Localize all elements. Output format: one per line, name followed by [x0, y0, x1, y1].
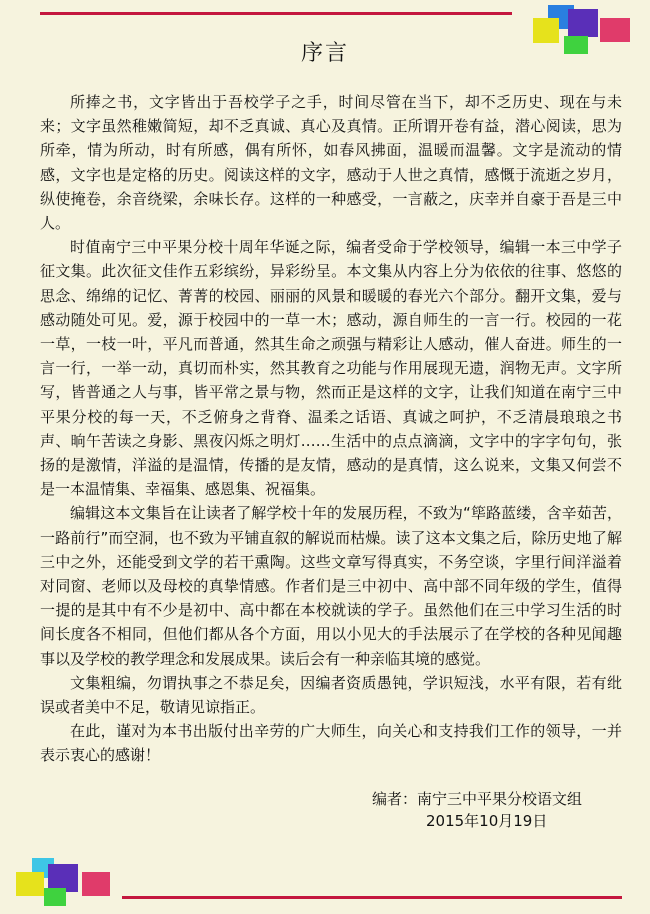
top-decorative-bar — [40, 12, 512, 15]
decor-square — [82, 872, 110, 896]
preface-body — [40, 90, 622, 768]
paragraph: 所捧之书，文字皆出于吾校学子之手，时间尽管在当下，却不乏历史、现在与未来；文字虽然稚嫩简短，却不乏真诚、真心及真情。正所谓开卷有益，潜心阅读，思为所牵，情为所动，时有所感，偶有所怀，如春风拂面，温暖而温馨。文字是流动的情感，文字也是定格的历史。阅读这样的文字，感动于人世之真情，感慨于流逝之岁月，纵使掩卷，余音绕梁，余味长存。这样的一种感受，一言蔽之，庆幸并自豪于吾是三中人。 — [40, 93, 622, 233]
decor-square — [16, 872, 44, 896]
decor-square — [568, 9, 598, 37]
signature-date: 2015年10月19日 — [426, 812, 548, 830]
paragraph: 时值南宁三中平果分校十周年华诞之际，编者受命于学校领导，编辑一本三中学子征文集。此次征文佳作五彩缤纷，异彩纷呈。本文集从内容上分为依依的往事、悠悠的思念、绵绵的记忆、菁菁的校园、丽丽的风景和暖暖的春光六个部分。翻开文集，爱与感动随处可见。爱，源于校园中的一草一木；感动，源自师生的一言一行。校园的一花一草，一枝一叶，平凡而普通，然其生命之顽强与精彩让人感动，催人奋进。师生的一言一行，一举一动，真切而朴实，然其教育之功能与作用展现无遗，润物无声。文字所写，皆普通之人与事，皆平常之景与物，然而正是这样的文字，让我们知道在南宁三中平果分校的每一天，不乏俯身之背脊、温柔之话语、真诚之呵护，不乏清晨琅琅之书声、晌午苦读之身影、黑夜闪烁之明灯……生活中的点点滴滴，文字中的字字句句，张扬的是激情，洋溢的是温情，传播的是友情，感动的是真情，这么说来，文集又何尝不是一本温情集、幸福集、感恩集、祝福集。 — [40, 238, 622, 499]
paragraph: 文集粗编，勿谓执事之不恭足矣，因编者资质愚钝，学识短浅，水平有限，若有纰误或者美中不足，敬请见谅指正。 — [40, 673, 622, 717]
bottom-decorative-bar — [122, 896, 622, 899]
editor-signature: 编者：南宁三中平果分校语文组 — [372, 790, 583, 808]
decor-square — [44, 888, 66, 906]
paragraph: 编辑这本文集旨在让读者了解学校十年的发展历程，不致为“筚路蓝缕，含辛茹苦，一路前行”而空洞，也不致为平铺直叙的解说而枯燥。读了这本文集之后，除历史地了解三中之外，还能受到文学的若干熏陶。这些文章写得真实，不务空谈，字里行间洋溢着对同窗、老师以及母校的真挚情感。作者们是三中初中、高中部不同年级的学生，值得一提的是其中有不少是初中、高中都在本校就读的学子。虽然他们在三中学习生活的时间长度各不相同，但他们都从各个方面，用以小见大的手法展示了在学校的各种见闻趣事以及学校的教学理念和发展成果。读后会有一种亲临其境的感觉。 — [40, 504, 622, 668]
page-title: 序言 — [300, 41, 349, 66]
paragraph: 在此，谨对为本书出版付出辛劳的广大师生，向关心和支持我们工作的领导，一并表示衷心的感谢！ — [40, 722, 622, 765]
